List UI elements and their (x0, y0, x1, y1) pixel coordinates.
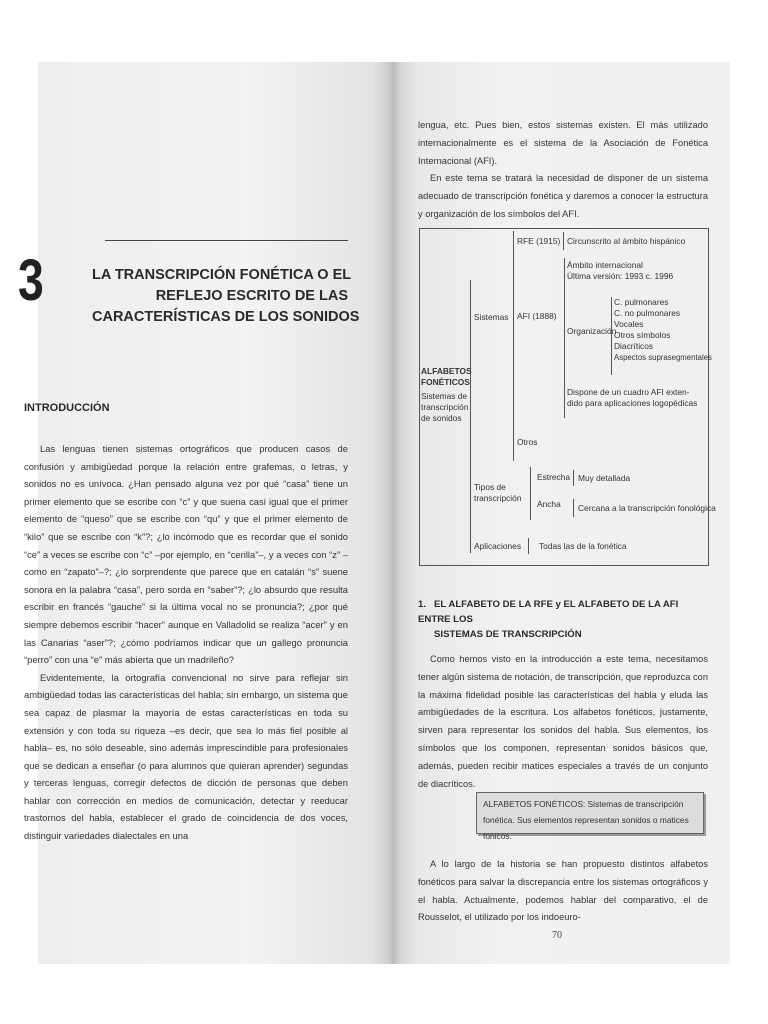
diagram-divider (563, 232, 564, 250)
bottom-text (418, 856, 708, 927)
diagram-tipos: transcripción (474, 493, 522, 503)
diagram-org-item: Vocales (614, 319, 644, 329)
diagram-organizacion: Organización (567, 326, 617, 336)
diagram-bracket-tipos (530, 467, 531, 520)
book-gutter (388, 62, 400, 964)
section-number: 1. (418, 599, 427, 610)
diagram-afi-ext: Dispone de un cuadro AFI exten- (567, 387, 690, 397)
diagram-org-item: Diacríticos (614, 341, 654, 351)
diagram-org-item: Aspectos suprasegmentales (614, 353, 712, 362)
diagram-divider (573, 499, 574, 517)
diagram-root-sub: de sonidos (421, 413, 462, 423)
diagram-root-line: FONÉTICOS (421, 377, 470, 387)
diagram-bracket-afi (564, 258, 565, 418)
paragraph: lengua, etc. Pues bien, estos sistemas existen. El más utilizado internacionalmente es el sistema de la Asociación de Fonética Internacional (AFI). (418, 120, 708, 166)
diagram-rfe: RFE (1915) (517, 236, 561, 246)
chapter-title-line: REFLEJO ESCRITO DE LAS (155, 288, 348, 304)
diagram-bracket-sistemas (513, 231, 514, 461)
section-title-line: EL ALFABETO DE LA RFE y EL ALFABETO DE LA AFI ENTRE LOS (418, 599, 679, 625)
diagram-estrecha-desc: Muy detallada (578, 473, 631, 483)
right-top-text (418, 117, 708, 224)
diagram-afi-ext: dido para aplicaciones logopédicas (567, 398, 698, 408)
diagram-sistemas: Sistemas (474, 312, 509, 322)
diagram-ancha: Ancha (537, 499, 561, 509)
chapter-number: 3 (18, 248, 43, 313)
diagram-ancha-desc: Cercana a la transcripción fonológica (578, 503, 716, 513)
diagram-root-line: ALFABETOS (421, 366, 472, 376)
section-heading-introduccion: INTRODUCCIÓN (24, 402, 110, 414)
diagram-afi-ambito: Ámbito internacional (567, 260, 643, 270)
diagram-aplicaciones: Aplicaciones (474, 541, 522, 551)
diagram-estrecha: Estrecha (537, 472, 571, 482)
diagram-bracket-main (470, 280, 471, 553)
diagram-root-sub: transcripción (421, 402, 469, 412)
section1-text (418, 651, 708, 793)
diagram-org-item: C. pulmonares (614, 297, 669, 307)
paragraph: Las lenguas tienen sistemas ortográficos que producen casos de confusión y ambigüedad porque la relación entre grafemas, o letras, y sonidos no es unívoca. ¿Han pensado alguna vez por qué “casa” tiene un primer elemento que se escribe con “c” y que suena casi igual que el primer elemento de “queso” que se escribe con “qu” y que el primer elemento de “kilo” que se escribe con “k”?; ¿lo incómodo que es recordar que el sonido “ce” a veces se escribe con “c” –por ejemplo, en “cerilla”–, y a veces con “z” –como en “zapato”–?; ¿lo sorprendente que parece que en catalán “s” suene sonora en la palabra “casa”, pero sorda en “saber”?; ¿lo absurdo que resulta escribir en francés “gauche” si la última vocal no se pronuncia?; ¿por qué siempre debemos escribir “hacer” aunque en Valladolid se realiza “acer” y en las Canarias “aser”?; ¿cómo podríamos indicar que un gallego pronuncia “perro” con una “e” más abierta que un madrileño? (24, 443, 348, 666)
diagram-org-item: Otros símbolos (614, 330, 671, 340)
chapter-rule (105, 240, 348, 241)
diagram-afi: AFI (1888) (517, 311, 557, 321)
chapter-title-line: CARACTERÍSTICAS DE LOS SONIDOS (92, 309, 360, 325)
diagram-rfe-desc: Circunscrito al ámbito hispánico (567, 236, 686, 246)
diagram-divider (573, 470, 574, 486)
diagram-org-item: C. no pulmonares (614, 308, 681, 318)
diagram-aplicaciones-desc: Todas las de la fonética (539, 541, 627, 551)
paragraph: Como hemos visto en la introducción a este tema, necesitamos tener algún sistema de notación, de transcripción, que reproduzca con la máxima fidelidad posible las características del habla y eluda las ambigüedades de la escritura. Los alfabetos fonéticos, justamente, sirven para representar los sonidos del habla. Sus elementos, los símbolos que los componen, representan sonidos básicos que, además, pueden recibir matices especiales a través de un conjunto de diacríticos. (418, 654, 708, 789)
definition-box: ALFABETOS FONÉTICOS: Sistemas de transcripción fonética. Sus elementos representan sonidos o matices fónicos. (476, 792, 704, 834)
page-number: 70 (552, 930, 562, 941)
section-heading-1 (418, 597, 708, 642)
diagram-tipos: Tipos de (474, 482, 506, 492)
paragraph: En este tema se tratará la necesidad de disponer de un sistema adecuado de transcripción fonética y daremos a conocer la estructura y organización de los símbolos del AFI. (418, 173, 708, 219)
paragraph: A lo largo de la historia se han propuesto distintos alfabetos fonéticos para salvar la discrepancia entre los sistemas ortográficos y el habla. Actualmente, podemos hablar del comparativo, el de Rousselot, el utilizado por los indoeuro- (418, 859, 708, 923)
diagram-root-sub: Sistemas de (421, 391, 468, 401)
chapter-title (92, 265, 360, 328)
diagram-divider (528, 538, 529, 554)
section-title-line: SISTEMAS DE TRANSCRIPCIÓN (434, 629, 582, 640)
diagram-afi-version: Última versión: 1993 c. 1996 (567, 271, 674, 281)
chapter-title-line: LA TRANSCRIPCIÓN FONÉTICA O EL (92, 267, 352, 283)
left-body-text (24, 440, 348, 845)
paragraph: Evidentemente, la ortografía convencional no sirve para reflejar sin ambigüedad todas las características del habla; sin embargo, un sistema que sea capaz de plasmar la mayoría de estas características en toda su extensión y con toda su riqueza –es decir, que sea lo más fiel posible al habla– es, no sólo deseable, sino además imprescindible para profesionales que se dedican a enseñar (o para alumnos que quieran aprender) segundas y terceras lenguas, corregir defectos de dicción de personas que deben hablar con corrección en medios de comunicación, detectar y reeducar trastornos del habla, establecer el grado de coincidencia de dos voces, distinguir variedades dialectales en una (24, 671, 348, 842)
diagram-otros: Otros (517, 437, 538, 447)
